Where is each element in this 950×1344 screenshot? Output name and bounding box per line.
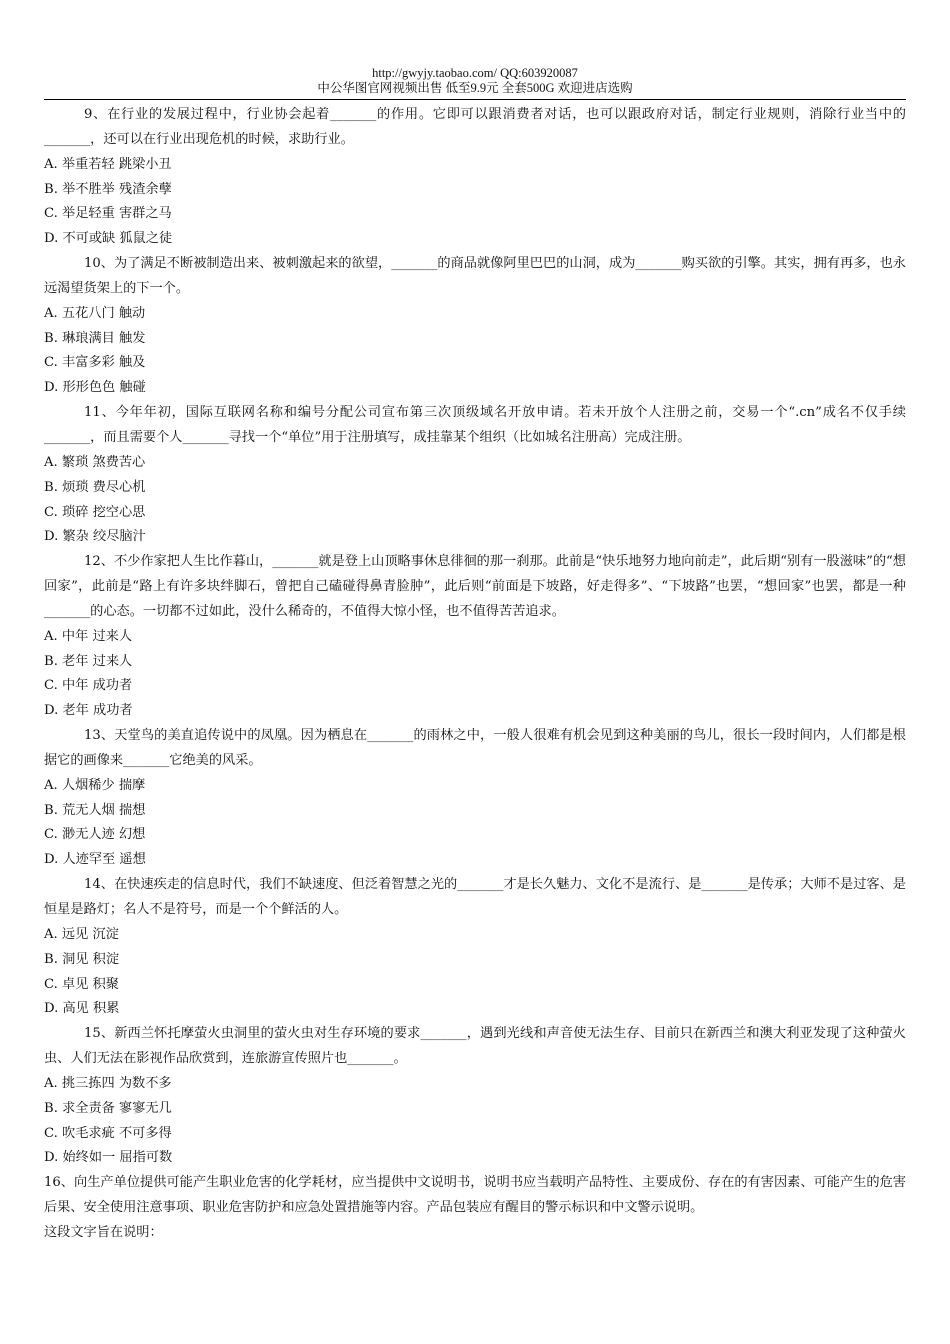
question-content [44,103,906,1246]
option-c: C. 吹毛求疵 不可多得 [44,1125,172,1141]
question-16 [44,1171,906,1246]
option-a: A. 五花八门 触动 [44,305,146,321]
option-a: A. 挑三拣四 为数不多 [44,1075,172,1091]
question-12 [44,550,906,724]
option-c: C. 中年 成功者 [44,678,133,694]
option-a: A. 举重若轻 跳梁小丑 [44,156,172,172]
question-stem: 11、今年年初，国际互联网名称和编号分配公司宣布第三次顶级域名开放申请。若未开放个人注册之前，交易一个“.cn”成名不仅手续_______，而且需要个人_______寻找一个“单位”用于注册填写，成挂靠某个组织（比如城名注册高）完成注册。 [44,405,906,445]
option-c: C. 举足轻重 害群之马 [44,206,172,222]
page-header [0,66,950,96]
question-14 [44,873,906,1022]
question-stem: 12、不少作家把人生比作暮山，_______就是登上山顶略事休息徘徊的那一刹那。此前是“快乐地努力地向前走”，此后期“别有一股滋味”的“想回家”，此前是“路上有许多块绊脚石，曾把自己磕碰得鼻青脸肿”，此后则“前面是下坡路，好走得多”、“下坡路”也罢，“想回家”也罢，都是一种_______的心态。一切都不过如此，没什么稀奇的，不值得大惊小怪，也不值得苦苦追求。 [44,554,906,619]
option-d: D. 不可或缺 狐鼠之徒 [44,231,173,247]
option-b: B. 烦琐 费尽心机 [44,479,146,495]
option-d: D. 始终如一 屈指可数 [44,1150,173,1166]
option-d: D. 老年 成功者 [44,703,133,719]
option-b: B. 求全责备 寥寥无几 [44,1100,172,1116]
question-stem: 15、新西兰怀托摩萤火虫洞里的萤火虫对生存环境的要求_______，遇到光线和声音使无法生存、目前只在新西兰和澳大利亚发现了这种萤火虫、人们无法在影视作品欣赏到，连旅游宣传照片也_______。 [44,1026,906,1067]
header-divider [44,99,906,100]
option-b: B. 老年 过来人 [44,653,133,669]
option-b: B. 琳琅满目 触发 [44,330,146,346]
option-b: B. 举不胜举 残渣余孽 [44,181,172,197]
option-a: A. 远见 沉淀 [44,926,119,942]
option-b: B. 荒无人烟 揣想 [44,802,146,818]
question-stem: 10、为了满足不断被制造出来、被刺激起来的欲望，_______的商品就像阿里巴巴的山洞，成为_______购买欲的引擎。其实，拥有再多，也永远渴望货架上的下一个。 [44,256,906,296]
option-c: C. 琐碎 挖空心思 [44,504,146,520]
option-d: D. 人迹罕至 遥想 [44,852,146,868]
option-c: C. 卓见 积聚 [44,976,119,992]
option-d: D. 高见 积累 [44,1001,120,1017]
option-a: A. 人烟稀少 揣摩 [44,777,146,793]
option-c: C. 渺无人迹 幻想 [44,827,146,843]
header-advert: 中公华图官网视频出售 低至9.9元 全套500G 欢迎进店选购 [317,81,633,95]
question-10 [44,252,906,401]
option-a: A. 繁琐 煞费苦心 [44,454,146,470]
question-15 [44,1022,906,1171]
question-stem: 14、在快速疾走的信息时代，我们不缺速度、但泛着智慧之光的_______才是长久魅力、文化不是流行、是_______是传承；大师不是过客、是恒星是路灯；名人不是符号，而是一个个鲜活的人。 [44,877,906,917]
question-13 [44,724,906,873]
option-a: A. 中年 过来人 [44,628,133,644]
option-c: C. 丰富多彩 触及 [44,355,146,371]
question-prompt: 这段文字旨在说明： [44,1224,163,1240]
question-stem: 16、向生产单位提供可能产生职业危害的化学耗材，应当提供中文说明书，说明书应当载明产品特性、主要成份、存在的有害因素、可能产生的危害后果、安全使用注意事项、职业危害防护和应急处置措施等内容。产品包装应有醒目的警示标识和中文警示说明。 [44,1175,906,1216]
option-d: D. 形形色色 触碰 [44,380,146,396]
question-9 [44,103,906,252]
question-stem: 13、天堂鸟的美直追传说中的凤凰。因为栖息在_______的雨林之中，一般人很难有机会见到这种美丽的鸟儿，很长一段时间内，人们都是根据它的画像来_______它绝美的风采。 [44,728,906,768]
option-b: B. 洞见 积淀 [44,951,120,967]
header-url-qq: http://gwyjy.taobao.com/ QQ:603920087 [372,66,578,80]
question-11 [44,401,906,550]
option-d: D. 繁杂 绞尽脑汁 [44,529,146,545]
question-stem: 9、在行业的发展过程中，行业协会起着_______的作用。它即可以跟消费者对话，也可以跟政府对话，制定行业规则，消除行业当中的_______，还可以在行业出现危机的时候，求助行业。 [44,107,906,147]
